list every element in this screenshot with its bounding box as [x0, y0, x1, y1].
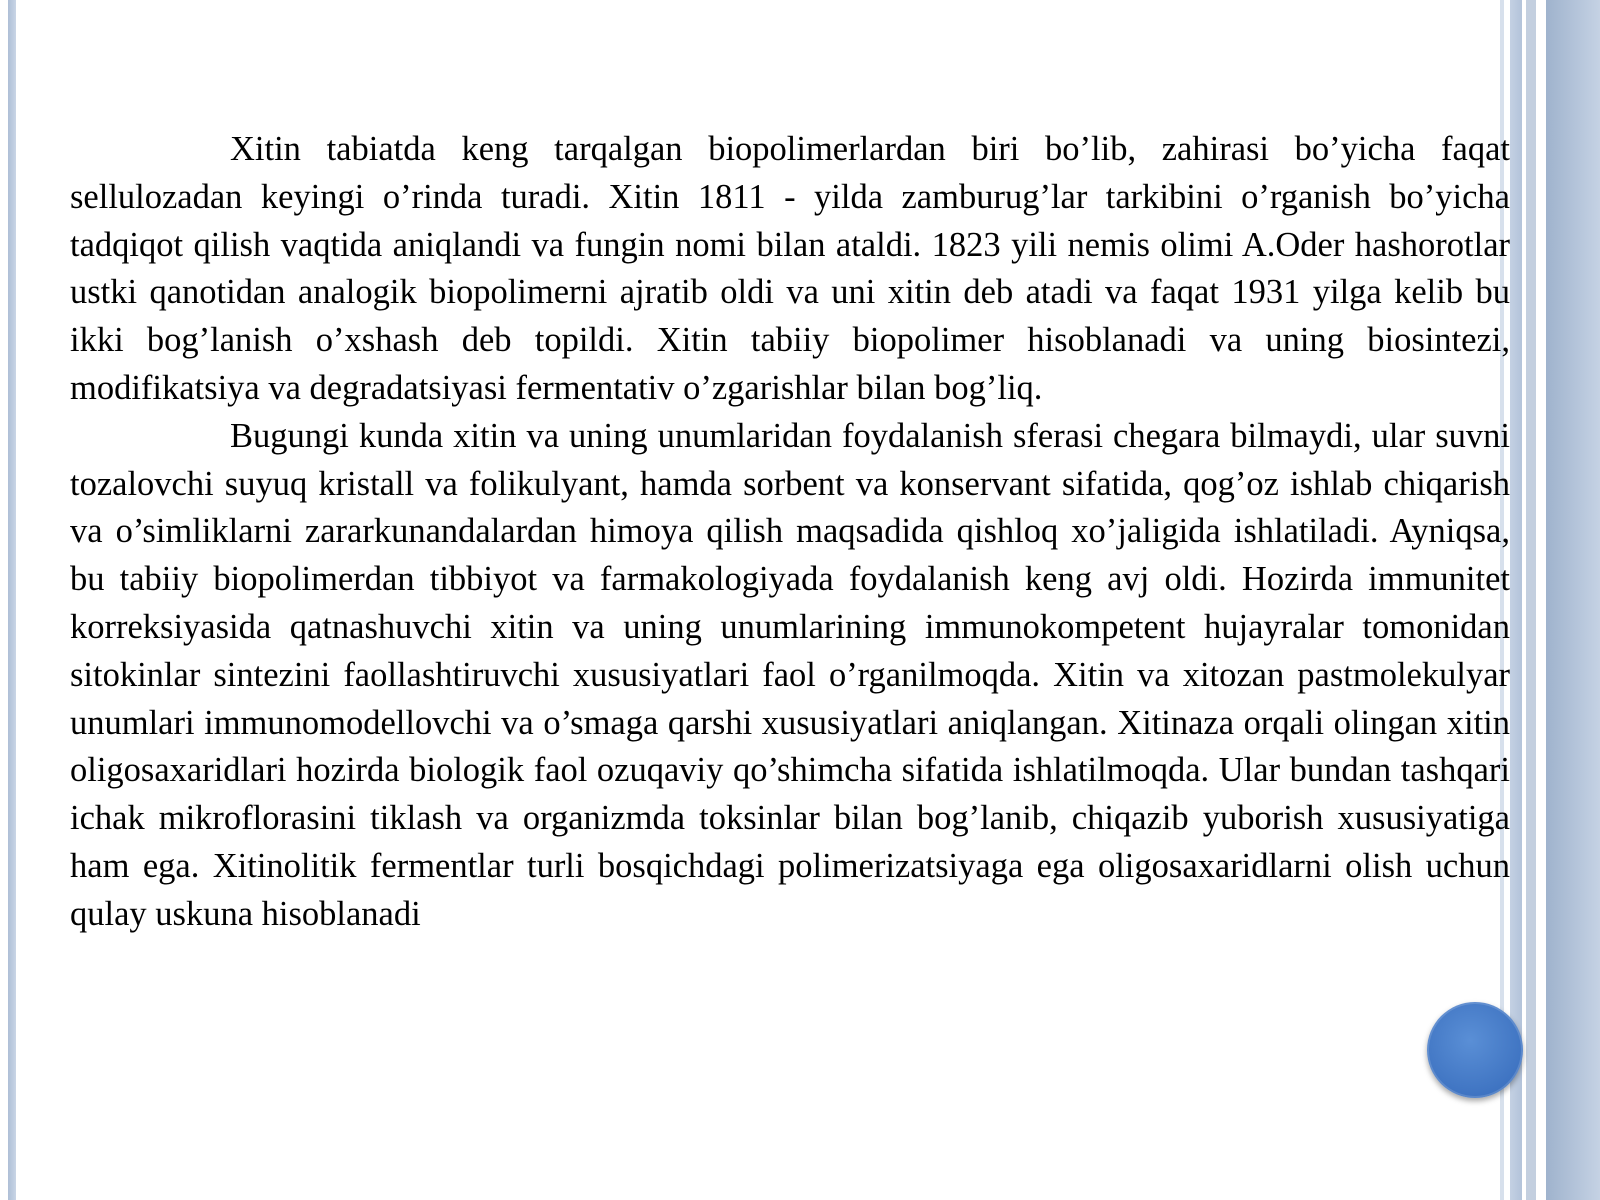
slide-body-text: [70, 126, 1510, 939]
slide-navigation-circle-button[interactable]: [1427, 1002, 1523, 1098]
frame-band: [1546, 0, 1600, 1200]
frame-band: [1526, 0, 1536, 1200]
paragraph-1: Xitin tabiatda keng tarqalgan biopolimerlardan biri bo’lib, zahirasi bo’yicha faqat sellulozadan keyingi o’rinda turadi. Xitin 1811 - yilda zamburug’lar tarkibini o’rganish bo’yicha tadqiqot qilish vaqtida aniqlandi va fungin nomi bilan ataldi. 1823 yili nemis olimi A.Oder hashorotlar ustki qanotidan analogik biopolimerni ajratib oldi va uni xitin deb atadi va faqat 1931 yilga kelib bu ikki bog’lanish o’xshash deb topildi. Xitin tabiiy biopolimer hisoblanadi va uning biosintezi, modifikatsiya va degradatsiyasi fermentativ o’zgarishlar bilan bog’liq.: [70, 130, 1510, 407]
right-decorative-frame: [1500, 0, 1600, 1200]
left-decorative-bar: [8, 0, 16, 1200]
paragraph-2: Bugungi kunda xitin va uning unumlaridan foydalanish sferasi chegara bilmaydi, ular suvni tozalovchi suyuq kristall va folikulyant, hamda sorbent va konservant sifatida, qog’oz ishlab chiqarish va o’simliklarni zararkunandalardan himoya qilish maqsadida qishloq xo’jaligida ishlatiladi. Ayniqsa, bu tabiiy biopolimerdan tibbiyot va farmakologiyada foydalanish keng avj oldi. Hozirda immunitet korreksiyasida qatnashuvchi xitin va uning unumlarining immunokompetent hujayralar tomonidan sitokinlar sintezini faollashtiruvchi xususiyatlari faol o’rganilmoqda. Xitin va xitozan pastmolekulyar unumlari immunomodellovchi va o’smaga qarshi xususiyatlari aniqlangan. Xitinaza orqali olingan xitin oligosaxaridlari hozirda biologik faol ozuqaviy qo’shimcha sifatida ishlatilmoqda. Ular bundan tashqari ichak mikroflorasini tiklash va organizmda toksinlar bilan bog’lanib, chiqazib yuborish xususiyatiga ham ega. Xitinolitik fermentlar turli bosqichdagi polimerizatsiyaga ega oligosaxaridlarni olish uchun qulay uskuna hisoblanadi: [70, 416, 1510, 933]
